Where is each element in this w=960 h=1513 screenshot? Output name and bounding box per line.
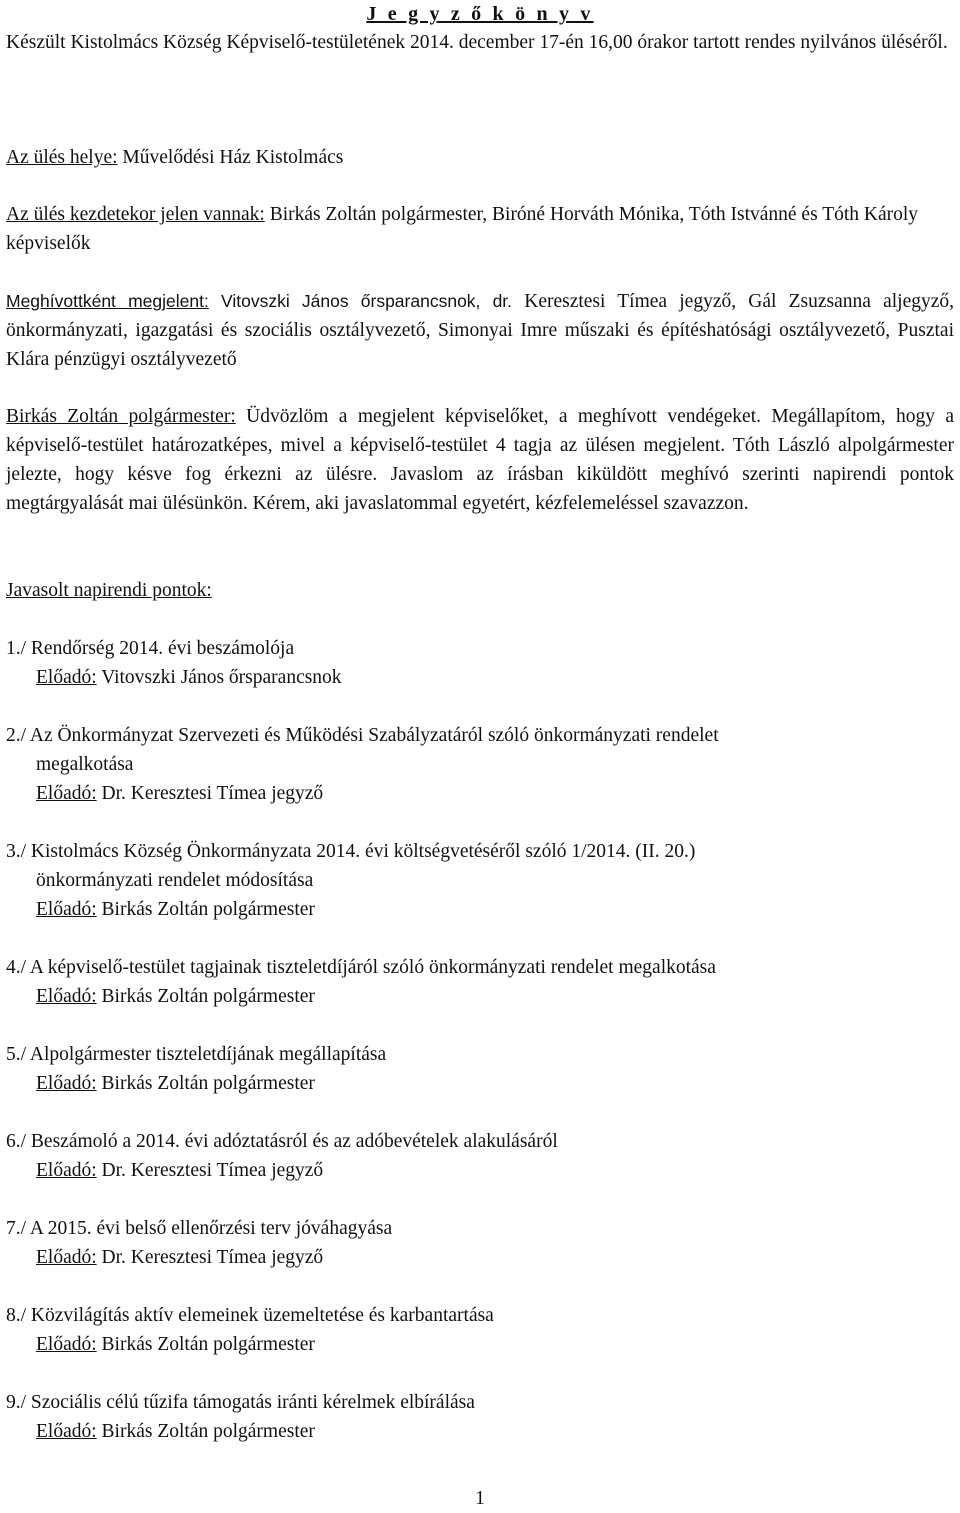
agenda-item-5: 5./ Alpolgármester tiszteletdíjának megállapítása Előadó: Birkás Zoltán polgármester	[6, 1044, 387, 1094]
present-label: Az ülés kezdetekor jelen vannak:	[6, 204, 265, 225]
venue-line	[6, 143, 954, 172]
agenda-item-6: 6./ Beszámoló a 2014. évi adóztatásról és az adóbevételek alakulásáról Előadó: Dr. Keresztesi Tímea jegyző	[6, 1131, 558, 1181]
agenda-item-9: 9./ Szociális célú tűzifa támogatás iránti kérelmek elbírálása Előadó: Birkás Zoltán polgármester	[6, 1392, 475, 1442]
agenda-heading: Javasolt napirendi pontok:	[6, 580, 212, 601]
agenda-item-8: 8./ Közvilágítás aktív elemeinek üzemeltetése és karbantartása Előadó: Birkás Zoltán polgármester	[6, 1305, 494, 1355]
venue-label: Az ülés helye:	[6, 147, 118, 168]
page-number: 1	[475, 1488, 485, 1509]
invited-label: Meghívottként megjelent:	[6, 291, 209, 311]
mayor-text: Üdvözlöm a megjelent képviselőket, a meghívott vendégeket. Megállapítom, hogy a képviselő-testület határozatképes, mivel a képviselő-testület 4 tagja az ülésen megjelent. Tóth László alpolgármester jelezte, hogy késve fog érkezni az ülésre. Javaslom az írásban kiküldött meghívó szerinti napirendi pontok megtárgyalását mai ülésünkön. Kérem, aki javaslatommal egyetért, kézfelemeléssel szavazzon.	[6, 406, 954, 514]
mayor-label: Birkás Zoltán polgármester:	[6, 406, 236, 427]
agenda-item-3: 3./ Kistolmács Község Önkormányzata 2014. évi költségvetéséről szóló 1/2014. (II. 20.) önkormányzati rendelet módosítása Előadó: Birkás Zoltán polgármester	[6, 841, 696, 920]
venue-value: Művelődési Ház Kistolmács	[122, 147, 344, 168]
agenda-item-7: 7./ A 2015. évi belső ellenőrzési terv jóváhagyása Előadó: Dr. Keresztesi Tímea jegyző	[6, 1218, 393, 1268]
mayor-paragraph	[6, 402, 954, 518]
present-paragraph	[6, 200, 954, 258]
invited-value-sans: Vitovszki János őrsparancsnok, dr.	[221, 291, 513, 311]
agenda-item-4: 4./ A képviselő-testület tagjainak tiszteletdíjáról szóló önkormányzati rendelet megalkotása Előadó: Birkás Zoltán polgármester	[6, 957, 716, 1007]
present-value: Birkás Zoltán polgármester, Biróné Horváth Mónika, Tóth Istvánné és Tóth Károly képviselők	[6, 204, 919, 254]
agenda-item-1: 1./ Rendőrség 2014. évi beszámolója Előadó: Vitovszki János őrsparancsnok	[6, 638, 342, 688]
document-title: J e g y z ő k ö n y v	[366, 3, 594, 25]
agenda-item-2: 2./ Az Önkormányzat Szervezeti és Működési Szabályzatáról szóló önkormányzati rendelet megalkotása Előadó: Dr. Keresztesi Tímea jegyző	[6, 725, 719, 804]
invited-paragraph	[6, 287, 954, 374]
invited-value: Keresztesi Tímea jegyző, Gál Zsuzsanna aljegyző, önkormányzati, igazgatási és szociális osztályvezető, Simonyai Imre műszaki és építéshatósági osztályvezető, Pusztai Klára pénzügyi osztályvezető	[6, 291, 955, 370]
intro-paragraph: Készült Kistolmács Község Képviselő-testületének 2014. december 17-én 16,00 órakor tartott rendes nyilvános üléséről.	[6, 32, 948, 53]
